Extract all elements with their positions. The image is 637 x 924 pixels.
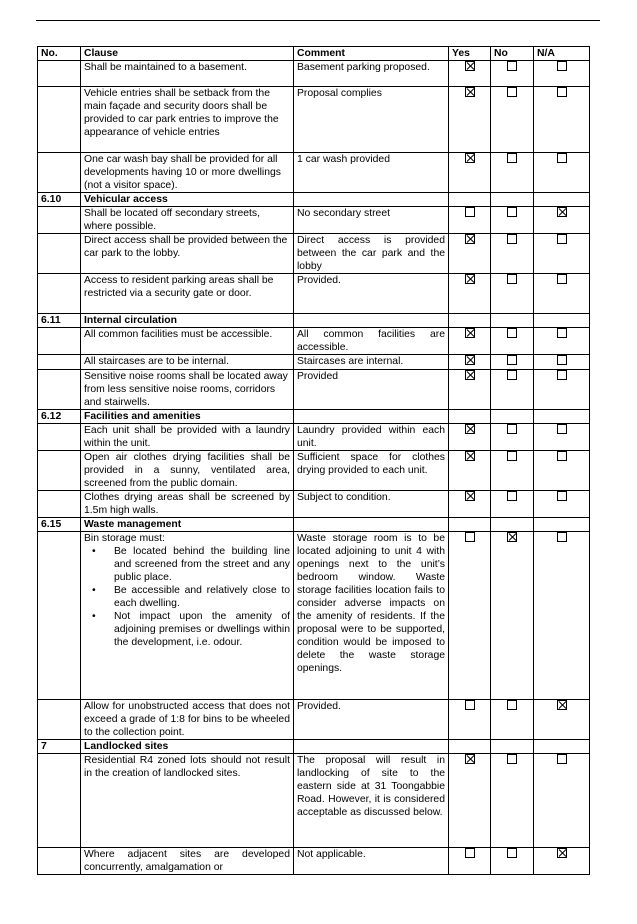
checkbox-cell-yes bbox=[449, 328, 491, 355]
section-number: 7 bbox=[38, 740, 81, 754]
section-row bbox=[38, 518, 590, 532]
clause-cell bbox=[81, 355, 294, 370]
empty-cell bbox=[294, 314, 449, 328]
checkbox-cell-na bbox=[534, 451, 590, 491]
comment-cell: Subject to condition. bbox=[294, 491, 449, 518]
checkbox-no-unchecked[interactable] bbox=[507, 87, 517, 97]
section-number: 6.11 bbox=[38, 314, 81, 328]
checkbox-no-unchecked[interactable] bbox=[507, 207, 517, 217]
checkbox-na-unchecked[interactable] bbox=[557, 153, 567, 163]
checkbox-na-unchecked[interactable] bbox=[557, 424, 567, 434]
table-body bbox=[38, 61, 590, 875]
comment-cell: Proposal complies bbox=[294, 87, 449, 153]
checkbox-yes-checked[interactable] bbox=[465, 328, 475, 338]
checkbox-yes-checked[interactable] bbox=[465, 491, 475, 501]
header-no-col: No bbox=[491, 47, 534, 61]
clause-text: Residential R4 zoned lots should not result in the creation of landlocked sites. bbox=[84, 755, 290, 779]
table-row bbox=[38, 848, 590, 875]
table-row bbox=[38, 87, 590, 153]
clause-cell bbox=[81, 700, 294, 740]
checkbox-cell-no bbox=[491, 451, 534, 491]
checkbox-na-unchecked[interactable] bbox=[557, 328, 567, 338]
clause-text: Sensitive noise rooms shall be located away from less sensitive noise rooms, corridors and stairwells. bbox=[84, 371, 288, 408]
checkbox-na-unchecked[interactable] bbox=[557, 87, 567, 97]
section-title: Facilities and amenities bbox=[81, 410, 294, 424]
checkbox-no-unchecked[interactable] bbox=[507, 355, 517, 365]
header-na: N/A bbox=[534, 47, 590, 61]
empty-cell bbox=[294, 740, 449, 754]
checkbox-cell-no bbox=[491, 87, 534, 153]
table-row bbox=[38, 153, 590, 193]
clause-text: Where adjacent sites are developed concurrently, amalgamation or bbox=[84, 849, 290, 873]
comment-cell: Waste storage room is to be located adjoining to unit 4 with openings next to the unit’s bedroom window. Waste storage facilities location fails to consider adverse impacts on the amenity of residents. If the proposal were to be supported, condition would be imposed to delete the waste storage openings. bbox=[294, 532, 449, 700]
checkbox-no-unchecked[interactable] bbox=[507, 274, 517, 284]
checkbox-cell-na bbox=[534, 274, 590, 314]
checkbox-yes-checked[interactable] bbox=[465, 87, 475, 97]
checkbox-na-unchecked[interactable] bbox=[557, 370, 567, 380]
section-title: Waste management bbox=[81, 518, 294, 532]
checkbox-cell-na bbox=[534, 234, 590, 274]
checkbox-yes-checked[interactable] bbox=[465, 355, 475, 365]
checkbox-yes-checked[interactable] bbox=[465, 451, 475, 461]
comment-cell: Provided. bbox=[294, 274, 449, 314]
clause-cell bbox=[81, 848, 294, 875]
checkbox-cell-no bbox=[491, 848, 534, 875]
table-row bbox=[38, 700, 590, 740]
clause-cell bbox=[81, 87, 294, 153]
checkbox-cell-yes bbox=[449, 491, 491, 518]
section-row bbox=[38, 740, 590, 754]
checkbox-cell-yes bbox=[449, 532, 491, 700]
checkbox-na-unchecked[interactable] bbox=[557, 754, 567, 764]
clause-cell bbox=[81, 153, 294, 193]
clause-text: Each unit shall be provided with a laundry within the unit. bbox=[84, 425, 290, 449]
empty-cell bbox=[534, 740, 590, 754]
checkbox-yes-checked[interactable] bbox=[465, 234, 475, 244]
clause-text: Access to resident parking areas shall be restricted via a security gate or door. bbox=[84, 275, 274, 299]
checkbox-yes-checked[interactable] bbox=[465, 424, 475, 434]
checkbox-yes-unchecked[interactable] bbox=[465, 532, 475, 542]
empty-cell bbox=[491, 518, 534, 532]
table-row bbox=[38, 370, 590, 410]
row-number-cell bbox=[38, 370, 81, 410]
checkbox-no-unchecked[interactable] bbox=[507, 234, 517, 244]
clause-cell bbox=[81, 370, 294, 410]
row-number-cell bbox=[38, 355, 81, 370]
row-number-cell bbox=[38, 61, 81, 87]
empty-cell bbox=[449, 314, 491, 328]
comment-cell: Sufficient space for clothes drying provided to each unit. bbox=[294, 451, 449, 491]
checkbox-cell-na bbox=[534, 491, 590, 518]
checkbox-cell-no bbox=[491, 700, 534, 740]
row-number-cell bbox=[38, 848, 81, 875]
checkbox-cell-na bbox=[534, 424, 590, 451]
checkbox-yes-checked[interactable] bbox=[465, 754, 475, 764]
section-title: Landlocked sites bbox=[81, 740, 294, 754]
row-number-cell bbox=[38, 451, 81, 491]
checkbox-no-unchecked[interactable] bbox=[507, 153, 517, 163]
checkbox-na-unchecked[interactable] bbox=[557, 355, 567, 365]
empty-cell bbox=[534, 518, 590, 532]
checkbox-no-checked[interactable] bbox=[507, 532, 517, 542]
table-row bbox=[38, 451, 590, 491]
checkbox-cell-yes bbox=[449, 754, 491, 848]
checkbox-cell-no bbox=[491, 491, 534, 518]
checkbox-cell-yes bbox=[449, 424, 491, 451]
clause-text: Bin storage must: bbox=[84, 533, 165, 544]
checkbox-cell-yes bbox=[449, 234, 491, 274]
clause-text: Vehicle entries shall be setback from the main façade and security doors shall be provided to car park entries to improve the appearance of vehicle entries bbox=[84, 88, 279, 138]
clause-cell bbox=[81, 207, 294, 234]
table-row bbox=[38, 207, 590, 234]
checkbox-na-unchecked[interactable] bbox=[557, 491, 567, 501]
comment-cell: All common facilities are accessible. bbox=[294, 328, 449, 355]
row-number-cell bbox=[38, 328, 81, 355]
comment-cell: Staircases are internal. bbox=[294, 355, 449, 370]
clause-text: Allow for unobstructed access that does not exceed a grade of 1:8 for bins to be wheeled to the collection point. bbox=[84, 701, 290, 738]
empty-cell bbox=[449, 518, 491, 532]
section-number: 6.12 bbox=[38, 410, 81, 424]
clause-text: Shall be maintained to a basement. bbox=[84, 62, 247, 73]
row-number-cell bbox=[38, 532, 81, 700]
comment-cell: Basement parking proposed. bbox=[294, 61, 449, 87]
empty-cell bbox=[491, 314, 534, 328]
header-rule bbox=[36, 20, 600, 21]
checkbox-cell-yes bbox=[449, 700, 491, 740]
checkbox-cell-no bbox=[491, 355, 534, 370]
table-header-row bbox=[38, 47, 590, 61]
clause-text: Shall be located off secondary streets, where possible. bbox=[84, 208, 260, 232]
section-row bbox=[38, 314, 590, 328]
clause-cell bbox=[81, 424, 294, 451]
clause-cell bbox=[81, 754, 294, 848]
checkbox-na-unchecked[interactable] bbox=[557, 234, 567, 244]
comment-cell: Provided. bbox=[294, 700, 449, 740]
comment-cell: Direct access is provided between the car park and the lobby bbox=[294, 234, 449, 274]
checkbox-cell-no bbox=[491, 274, 534, 314]
checkbox-yes-checked[interactable] bbox=[465, 61, 475, 71]
checkbox-cell-na bbox=[534, 207, 590, 234]
clause-text: Clothes drying areas shall be screened by 1.5m high walls. bbox=[84, 492, 290, 516]
empty-cell bbox=[294, 410, 449, 424]
checkbox-cell-na bbox=[534, 532, 590, 700]
clause-text: One car wash bay shall be provided for all developments having 10 or more dwellings (not a visitor space). bbox=[84, 154, 281, 191]
checkbox-yes-checked[interactable] bbox=[465, 274, 475, 284]
checkbox-cell-na bbox=[534, 87, 590, 153]
checkbox-na-checked[interactable] bbox=[557, 848, 567, 858]
section-number: 6.15 bbox=[38, 518, 81, 532]
checkbox-yes-unchecked[interactable] bbox=[465, 700, 475, 710]
checkbox-cell-na bbox=[534, 754, 590, 848]
checkbox-yes-checked[interactable] bbox=[465, 370, 475, 380]
row-number-cell bbox=[38, 87, 81, 153]
table-row bbox=[38, 274, 590, 314]
checkbox-cell-no bbox=[491, 754, 534, 848]
checkbox-na-unchecked[interactable] bbox=[557, 451, 567, 461]
table-row bbox=[38, 61, 590, 87]
row-number-cell bbox=[38, 700, 81, 740]
row-number-cell bbox=[38, 234, 81, 274]
checkbox-cell-yes bbox=[449, 451, 491, 491]
clause-bullet-list bbox=[84, 545, 290, 649]
checkbox-cell-yes bbox=[449, 274, 491, 314]
checkbox-na-unchecked[interactable] bbox=[557, 274, 567, 284]
clause-bullet: • Be located behind the building line and screened from the street and any public place. bbox=[84, 545, 290, 584]
checkbox-cell-na bbox=[534, 61, 590, 87]
checkbox-cell-no bbox=[491, 61, 534, 87]
row-number-cell bbox=[38, 153, 81, 193]
checkbox-cell-yes bbox=[449, 848, 491, 875]
checkbox-cell-no bbox=[491, 153, 534, 193]
section-title: Vehicular access bbox=[81, 193, 294, 207]
comment-cell: Laundry provided within each unit. bbox=[294, 424, 449, 451]
checkbox-cell-no bbox=[491, 234, 534, 274]
checkbox-cell-no bbox=[491, 370, 534, 410]
empty-cell bbox=[449, 410, 491, 424]
row-number-cell bbox=[38, 274, 81, 314]
checkbox-cell-yes bbox=[449, 87, 491, 153]
clause-text: Open air clothes drying facilities shall be provided in a sunny, ventilated area, screened from the public domain. bbox=[84, 452, 290, 489]
row-number-cell bbox=[38, 491, 81, 518]
checkbox-na-unchecked[interactable] bbox=[557, 61, 567, 71]
checkbox-yes-checked[interactable] bbox=[465, 153, 475, 163]
comment-cell: No secondary street bbox=[294, 207, 449, 234]
table-row bbox=[38, 424, 590, 451]
checkbox-cell-yes bbox=[449, 370, 491, 410]
checkbox-no-unchecked[interactable] bbox=[507, 700, 517, 710]
clause-cell bbox=[81, 532, 294, 700]
header-yes: Yes bbox=[449, 47, 491, 61]
clause-bullet: • Be accessible and relatively close to each dwelling. bbox=[84, 584, 290, 610]
header-no: No. bbox=[38, 47, 81, 61]
comment-cell: Not applicable. bbox=[294, 848, 449, 875]
empty-cell bbox=[534, 410, 590, 424]
checkbox-cell-yes bbox=[449, 355, 491, 370]
section-title: Internal circulation bbox=[81, 314, 294, 328]
checkbox-cell-yes bbox=[449, 153, 491, 193]
checkbox-cell-yes bbox=[449, 61, 491, 87]
checkbox-cell-no bbox=[491, 532, 534, 700]
clause-text: All staircases are to be internal. bbox=[84, 356, 229, 367]
checkbox-cell-na bbox=[534, 153, 590, 193]
section-row bbox=[38, 193, 590, 207]
empty-cell bbox=[491, 740, 534, 754]
row-number-cell bbox=[38, 754, 81, 848]
comment-cell: Provided bbox=[294, 370, 449, 410]
checkbox-no-unchecked[interactable] bbox=[507, 328, 517, 338]
checkbox-cell-na bbox=[534, 328, 590, 355]
checkbox-cell-yes bbox=[449, 207, 491, 234]
checkbox-yes-unchecked[interactable] bbox=[465, 848, 475, 858]
clause-text: All common facilities must be accessible. bbox=[84, 329, 273, 340]
section-row bbox=[38, 410, 590, 424]
empty-cell bbox=[294, 193, 449, 207]
checkbox-cell-na bbox=[534, 700, 590, 740]
row-number-cell bbox=[38, 424, 81, 451]
checkbox-no-unchecked[interactable] bbox=[507, 491, 517, 501]
empty-cell bbox=[449, 740, 491, 754]
checkbox-no-unchecked[interactable] bbox=[507, 451, 517, 461]
empty-cell bbox=[294, 518, 449, 532]
table-row bbox=[38, 491, 590, 518]
checkbox-cell-na bbox=[534, 848, 590, 875]
clause-cell bbox=[81, 491, 294, 518]
checkbox-cell-no bbox=[491, 207, 534, 234]
clause-cell bbox=[81, 451, 294, 491]
section-number: 6.10 bbox=[38, 193, 81, 207]
clause-cell bbox=[81, 61, 294, 87]
checkbox-na-checked[interactable] bbox=[557, 700, 567, 710]
table-row bbox=[38, 234, 590, 274]
checkbox-cell-na bbox=[534, 355, 590, 370]
table-row bbox=[38, 328, 590, 355]
empty-cell bbox=[491, 410, 534, 424]
empty-cell bbox=[534, 314, 590, 328]
checkbox-yes-unchecked[interactable] bbox=[465, 207, 475, 217]
header-comment: Comment bbox=[294, 47, 449, 61]
header-clause: Clause bbox=[81, 47, 294, 61]
empty-cell bbox=[534, 193, 590, 207]
clause-bullet: • Not impact upon the amenity of adjoining premises or dwellings within the development, i.e. odour. bbox=[84, 610, 290, 649]
checkbox-na-unchecked[interactable] bbox=[557, 532, 567, 542]
checkbox-cell-no bbox=[491, 424, 534, 451]
checkbox-no-unchecked[interactable] bbox=[507, 424, 517, 434]
checkbox-no-unchecked[interactable] bbox=[507, 754, 517, 764]
table-row bbox=[38, 532, 590, 700]
table-row bbox=[38, 355, 590, 370]
checkbox-no-unchecked[interactable] bbox=[507, 848, 517, 858]
row-number-cell bbox=[38, 207, 81, 234]
clause-cell bbox=[81, 274, 294, 314]
comment-cell: The proposal will result in landlocking of site to the eastern side at 31 Toongabbie Road. However, it is considered acceptable as discussed below. bbox=[294, 754, 449, 848]
checkbox-na-checked[interactable] bbox=[557, 207, 567, 217]
table-row bbox=[38, 754, 590, 848]
comment-cell: 1 car wash provided bbox=[294, 153, 449, 193]
clause-text: Direct access shall be provided between the car park to the lobby. bbox=[84, 235, 288, 259]
empty-cell bbox=[449, 193, 491, 207]
clause-cell bbox=[81, 234, 294, 274]
empty-cell bbox=[491, 193, 534, 207]
compliance-table bbox=[37, 46, 590, 875]
checkbox-cell-na bbox=[534, 370, 590, 410]
checkbox-no-unchecked[interactable] bbox=[507, 370, 517, 380]
checkbox-no-unchecked[interactable] bbox=[507, 61, 517, 71]
checkbox-cell-no bbox=[491, 328, 534, 355]
clause-cell bbox=[81, 328, 294, 355]
